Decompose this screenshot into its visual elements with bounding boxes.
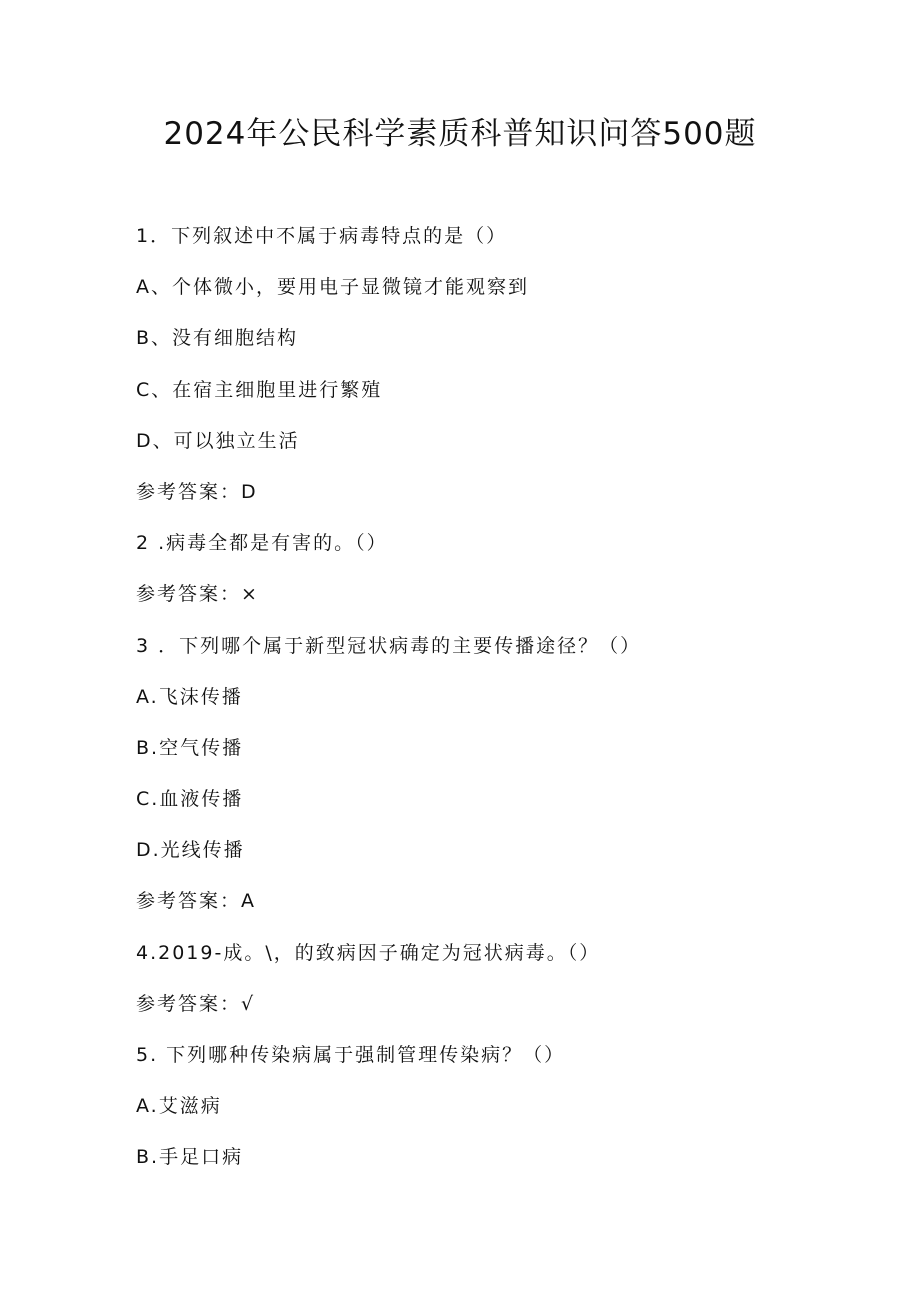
question-5-text: 5. 下列哪种传染病属于强制管理传染病？（） xyxy=(136,1044,566,1066)
question-1-option-b: B、没有细胞结构 xyxy=(136,327,299,350)
question-3-option-b: B.空气传播 xyxy=(136,736,244,759)
question-1-option-c: C、在宿主细胞里进行繁殖 xyxy=(136,378,383,401)
question-4-answer: 参考答案：√ xyxy=(136,992,256,1015)
question-1-text: 1．下列叙述中不属于病毒特点的是（） xyxy=(136,225,508,247)
question-5-option-a: A.艾滋病 xyxy=(136,1095,222,1118)
question-1-answer: 参考答案：D xyxy=(136,480,258,503)
question-3-text: 3 ．下列哪个属于新型冠状病毒的主要传播途径？（） xyxy=(136,634,642,657)
question-2-text: 2 .病毒全都是有害的。（） xyxy=(136,532,388,555)
question-3-option-d: D.光线传播 xyxy=(136,839,245,862)
question-1-option-d: D、可以独立生活 xyxy=(136,429,300,452)
question-3-answer: 参考答案：A xyxy=(136,890,256,913)
question-3-option-a: A.飞沫传播 xyxy=(136,685,243,708)
question-2-answer: 参考答案：× xyxy=(136,583,259,606)
question-4-text: 4.2019-成。\，的致病因子确定为冠状病毒。（） xyxy=(136,941,601,964)
question-list xyxy=(136,218,876,1191)
question-5-option-b: B.手足口病 xyxy=(136,1146,244,1169)
question-3-option-c: C.血液传播 xyxy=(136,788,244,811)
question-1-option-a: A、个体微小，要用电子显微镜才能观察到 xyxy=(136,276,529,299)
document-title: 2024年公民科学素质科普知识问答500题 xyxy=(163,116,757,152)
